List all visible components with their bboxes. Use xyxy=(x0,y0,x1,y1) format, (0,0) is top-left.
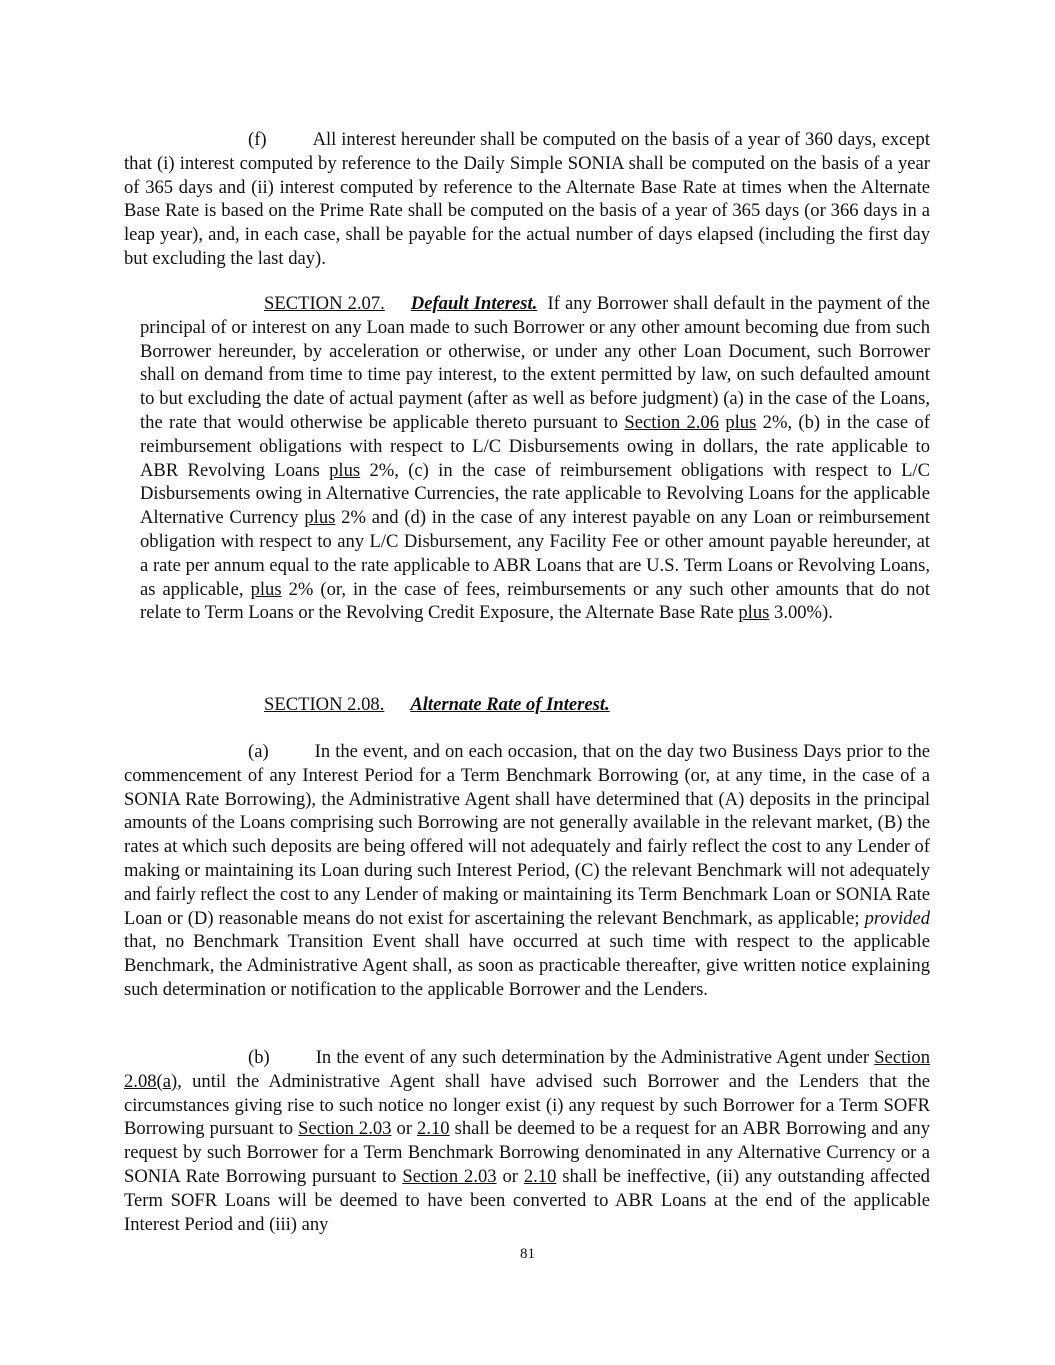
or-word-1: or xyxy=(396,1118,413,1140)
section-2-03-reference-1: Section 2.03 xyxy=(298,1118,392,1140)
section-2-07-text-4: 2% and (d) in the case of any interest payable on any Loan or reimbursement obligation with respect to any L/C Disbursement, any Facility Fee or other amount payable hereunder, at a rate per annum equal to the rate applicable to ABR Loans that are U.S. Term Loans or Revolving Loans, as applicable, xyxy=(140,507,930,600)
section-2-06-reference: Section 2.06 xyxy=(624,411,720,433)
paragraph-a-text-2: that, no Benchmark Transition Event shall have occurred at such time with respect to the applicable Benchmark, the Administrative Agent shall, as soon as practicable thereafter, give written notice explaining such determination or notification to the applicable Borrower and the Lenders. xyxy=(124,931,930,1000)
plus-term-5: plus xyxy=(738,602,770,624)
paragraph-b xyxy=(124,1046,930,1236)
paragraph-b-text-4: shall be ineffective, (ii) any outstanding affected Term SOFR Loans will be deemed to have been converted to ABR Loans at the end of the applicable Interest Period and (iii) any xyxy=(124,1165,930,1235)
section-2-07-text-2: 2%, (b) in the case of reimbursement obligations with respect to L/C Disbursements owing in dollars, the rate applicable to ABR Revolving Loans xyxy=(140,411,930,481)
paragraph-f xyxy=(124,128,930,271)
section-2-10-reference-2: 2.10 xyxy=(523,1165,557,1187)
plus-term-1: plus xyxy=(725,411,757,433)
page-number: 81 xyxy=(520,1246,535,1262)
paragraph-a xyxy=(124,740,930,1002)
paragraph-a-label: (a) xyxy=(248,741,269,762)
section-2-03-reference-2: Section 2.03 xyxy=(402,1165,497,1187)
paragraph-b-label: (b) xyxy=(248,1047,270,1068)
paragraph-a-text-1: In the event, and on each occasion, that on the day two Business Days prior to the commencement of any Interest Period for a Term Benchmark Borrowing (or, at any time, in the case of a SONIA Rate Borrowing), the Administrative Agent shall have determined that (A) deposits in the principal amounts of the Loans comprising such Borrowing are not generally available in the relevant market, (B) the rates at which such deposits are being offered will not adequately and fairly reflect the cost to any Lender of making or maintaining its Loan during such Interest Period, (C) the relevant Benchmark will not adequately and fairly reflect the cost to any Lender of making or maintaining its Term Benchmark Loan or SONIA Rate Loan or (D) reasonable means do not exist for ascertaining the relevant Benchmark, as applicable; xyxy=(124,741,930,929)
paragraph-b-text-3: shall be deemed to be a request for an ABR Borrowing and any request by such Borrower for a Term Benchmark Borrowing denominated in any Alternative Currency or a SONIA Rate Borrowing pursuant to xyxy=(124,1118,931,1187)
section-2-07-paragraph xyxy=(140,292,930,625)
or-word-2: or xyxy=(502,1165,518,1187)
section-2-07-number: SECTION 2.07. xyxy=(264,293,385,314)
section-2-08-heading xyxy=(264,693,610,717)
section-2-10-reference-1: 2.10 xyxy=(417,1118,450,1140)
plus-term-4: plus xyxy=(250,578,282,600)
section-2-07-text-5: 2% (or, in the case of fees, reimbursements or any such other amounts that do not relate to Term Loans or the Revolving Credit Exposure, the Alternate Base Rate xyxy=(140,578,931,624)
paragraph-b-text-1: In the event of any such determination by the Administrative Agent under xyxy=(315,1047,870,1068)
paragraph-f-text: All interest hereunder shall be computed on the basis of a year of 360 days, except that (i) interest computed by reference to the Daily Simple SONIA shall be computed on the basis of a year of 365 days and (ii) interest computed by reference to the Alternate Base Rate at times when the Alternate Base Rate is based on the Prime Rate shall be computed on the basis of a year of 365 days (or 366 days in a leap year), and, in each case, shall be payable for the actual number of days elapsed (including the first day but excluding the last day). xyxy=(124,129,930,269)
plus-term-3: plus xyxy=(304,507,336,529)
paragraph-f-label: (f) xyxy=(248,129,267,150)
section-2-08a-reference: Section 2.08(a) xyxy=(124,1047,930,1092)
section-2-08-title: Alternate Rate of Interest. xyxy=(410,694,610,715)
section-2-08-number: SECTION 2.08. xyxy=(264,694,385,715)
plus-term-2: plus xyxy=(329,459,361,481)
paragraph-b-text-2: , until the Administrative Agent shall have advised such Borrower and the Lenders that the circumstances giving rise to such notice no longer exist (i) any request by such Borrower for a Term SOFR Borrowing pursuant to xyxy=(124,1070,930,1140)
section-2-07-title: Default Interest. xyxy=(410,293,538,314)
section-2-07-text-6: 3.00%). xyxy=(774,602,833,624)
provided-term: provided xyxy=(864,907,930,929)
section-2-07-text-1: If any Borrower shall default in the payment of the principal of or interest on any Loan made to such Borrower or any other amount becoming due from such Borrower hereunder, by acceleration or otherwise, or under any other Loan Document, such Borrower shall on demand from time to time pay interest, to the extent permitted by law, on such defaulted amount to but excluding the date of actual payment (after as well as before judgment) (a) in the case of the Loans, the rate that would otherwise be applicable thereto pursuant to xyxy=(140,293,931,433)
section-2-07-text-3: 2%, (c) in the case of reimbursement obligations with respect to L/C Disbursements owing in Alternative Currencies, the rate applicable to Revolving Loans for the applicable Alternative Currency xyxy=(140,459,930,529)
